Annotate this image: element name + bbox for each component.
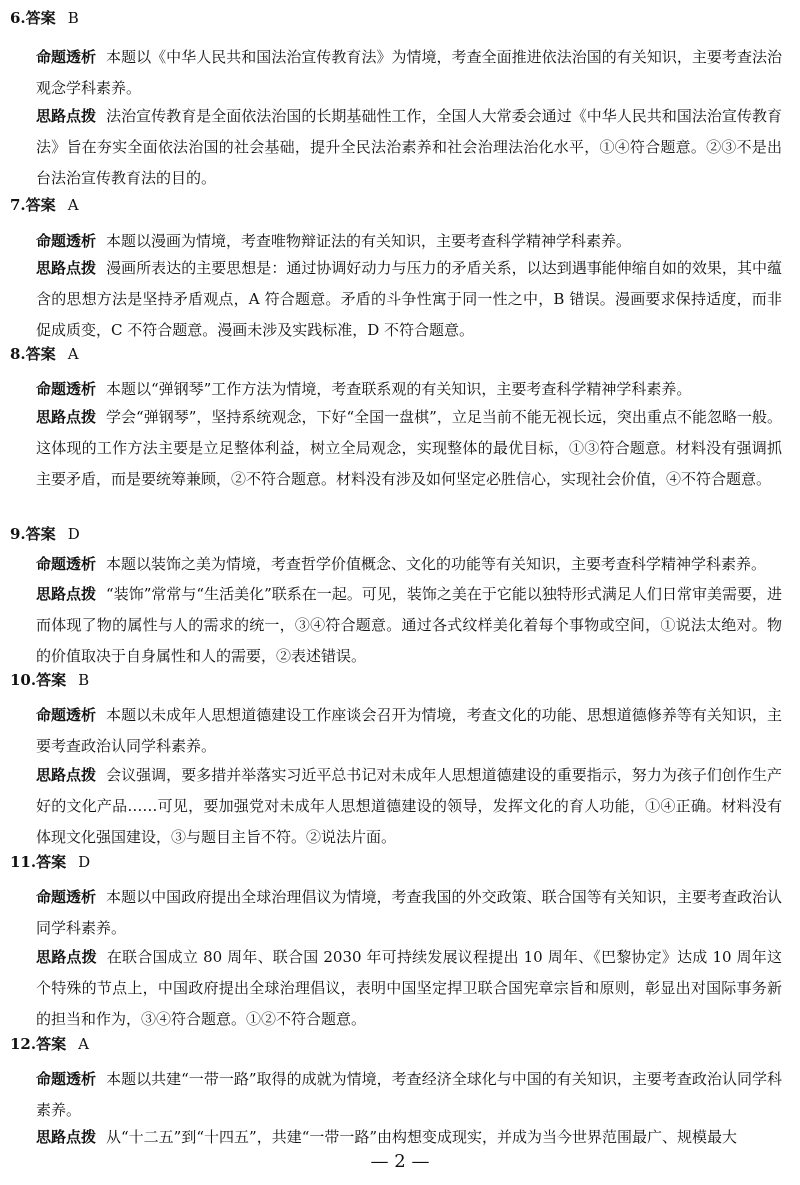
question-number: 6.: [10, 9, 26, 27]
answer-value: A: [67, 345, 79, 363]
hint-label: 思路点拨: [36, 766, 97, 784]
hint-text: “装饰”常常与“生活美化”联系在一起。可见，装饰之美在于它能以独特形式满足人们日常审美需要，进而体现了物的属性与人的需求的统一，③④符合题意。通过各式纹样美化着每个事物或空间，①说法太绝对。物的价值取决于自身属性和人的需要，②表述错误。: [36, 585, 782, 665]
analysis-text: 本题以共建“一带一路”取得的成就为情境，考查经济全球化与中国的有关知识，主要考查政治认同学科素养。: [36, 1070, 782, 1119]
analysis-paragraph: [36, 549, 782, 580]
analysis-text: 本题以中国政府提出全球治理倡议为情境，考查我国的外交政策、联合国等有关知识，主要考查政治认同学科素养。: [36, 888, 782, 937]
answer-value: D: [78, 853, 91, 871]
hint-text: 从“十二五”到“十四五”，共建“一带一路”由构想变成现实，并成为当今世界范围最广、规模最大: [106, 1128, 738, 1146]
answer-line: [10, 1034, 89, 1054]
analysis-text: 本题以“弹钢琴”工作方法为情境，考查联系观的有关知识，主要考查科学精神学科素养。: [106, 380, 692, 398]
analysis-text: 本题以装饰之美为情境，考查哲学价值概念、文化的功能等有关知识，主要考查科学精神学科素养。: [106, 555, 767, 573]
analysis-label: 命题透析: [36, 232, 97, 250]
hint-label: 思路点拨: [36, 585, 97, 603]
answer-line: [10, 344, 79, 364]
question-number: 10.: [10, 671, 37, 689]
analysis-paragraph: [36, 374, 782, 405]
hint-label: 思路点拨: [36, 948, 97, 966]
question-number: 12.: [10, 1035, 37, 1053]
analysis-text: 本题以漫画为情境，考查唯物辩证法的有关知识，主要考查科学精神学科素养。: [106, 232, 632, 250]
answer-label: 答案: [25, 345, 56, 363]
hint-paragraph: [36, 942, 782, 1035]
answer-value: A: [67, 196, 79, 214]
question-number: 9.: [10, 525, 26, 543]
analysis-paragraph: [36, 882, 782, 944]
answer-line: [10, 852, 90, 872]
answer-value: B: [67, 9, 79, 27]
hint-label: 思路点拨: [36, 408, 97, 426]
analysis-paragraph: [36, 700, 782, 762]
answer-value: B: [78, 671, 90, 689]
hint-paragraph: [36, 579, 782, 672]
answer-line: [10, 195, 79, 215]
analysis-paragraph: [36, 1064, 782, 1126]
answer-label: 答案: [25, 9, 56, 27]
question-number: 7.: [10, 196, 26, 214]
hint-text: 在联合国成立 80 周年、联合国 2030 年可持续发展议程提出 10 周年、《巴黎协定》达成 10 周年这个特殊的节点上，中国政府提出全球治理倡议，表明中国坚定捍卫联合国宪章宗旨和原则，彰显出对国际事务新的担当和作为，③④符合题意。①②不符合题意。: [36, 948, 782, 1028]
analysis-label: 命题透析: [36, 1070, 97, 1088]
analysis-label: 命题透析: [36, 888, 97, 906]
answer-label: 答案: [36, 1035, 67, 1053]
analysis-text: 本题以《中华人民共和国法治宣传教育法》为情境，考查全面推进依法治国的有关知识，主要考查法治观念学科素养。: [36, 48, 782, 97]
analysis-label: 命题透析: [36, 48, 97, 66]
answer-line: [10, 524, 80, 544]
analysis-paragraph: [36, 42, 782, 104]
answer-label: 答案: [25, 196, 56, 214]
question-number: 8.: [10, 345, 26, 363]
hint-label: 思路点拨: [36, 107, 97, 125]
analysis-label: 命题透析: [36, 380, 97, 398]
analysis-label: 命题透析: [36, 555, 97, 573]
answer-label: 答案: [36, 671, 67, 689]
hint-label: 思路点拨: [36, 1128, 97, 1146]
hint-paragraph: [36, 1122, 782, 1153]
page-number: — 2 —: [370, 1151, 430, 1172]
hint-paragraph: [36, 253, 782, 346]
analysis-text: 本题以未成年人思想道德建设工作座谈会召开为情境，考查文化的功能、思想道德修养等有关知识，主要考查政治认同学科素养。: [36, 706, 782, 755]
hint-text: 漫画所表达的主要思想是：通过协调好动力与压力的矛盾关系，以达到遇事能伸缩自如的效果，其中蕴含的思想方法是坚持矛盾观点，A 符合题意。矛盾的斗争性寓于同一性之中，B 错误。漫画要求保持适度，而非促成质变，C 不符合题意。漫画未涉及实践标准，D 不符合题意。: [36, 259, 782, 339]
answer-label: 答案: [25, 525, 56, 543]
answer-line: [10, 670, 89, 690]
hint-paragraph: [36, 760, 782, 853]
hint-paragraph: [36, 101, 782, 194]
answer-label: 答案: [36, 853, 67, 871]
hint-text: 会议强调，要多措并举落实习近平总书记对未成年人思想道德建设的重要指示，努力为孩子们创作生产好的文化产品……可见，要加强党对未成年人思想道德建设的领导，发挥文化的育人功能，①④正确。材料没有体现文化强国建设，③与题目主旨不符。②说法片面。: [36, 766, 782, 846]
answer-value: D: [67, 525, 80, 543]
hint-text: 法治宣传教育是全面依法治国的长期基础性工作，全国人大常委会通过《中华人民共和国法治宣传教育法》旨在夯实全面依法治国的社会基础，提升全民法治素养和社会治理法治化水平，①④符合题意。②③不是出台法治宣传教育法的目的。: [36, 107, 782, 187]
hint-paragraph: [36, 402, 782, 495]
hint-text: 学会“弹钢琴”，坚持系统观念，下好“全国一盘棋”，立足当前不能无视长远，突出重点不能忽略一般。这体现的工作方法主要是立足整体利益，树立全局观念，实现整体的最优目标，①③符合题意。材料没有强调抓主要矛盾，而是要统筹兼顾，②不符合题意。材料没有涉及如何坚定必胜信心，实现社会价值，④不符合题意。: [36, 408, 782, 488]
question-number: 11.: [10, 853, 37, 871]
answer-line: [10, 8, 79, 28]
analysis-label: 命题透析: [36, 706, 97, 724]
answer-value: A: [78, 1035, 89, 1053]
hint-label: 思路点拨: [36, 259, 97, 277]
